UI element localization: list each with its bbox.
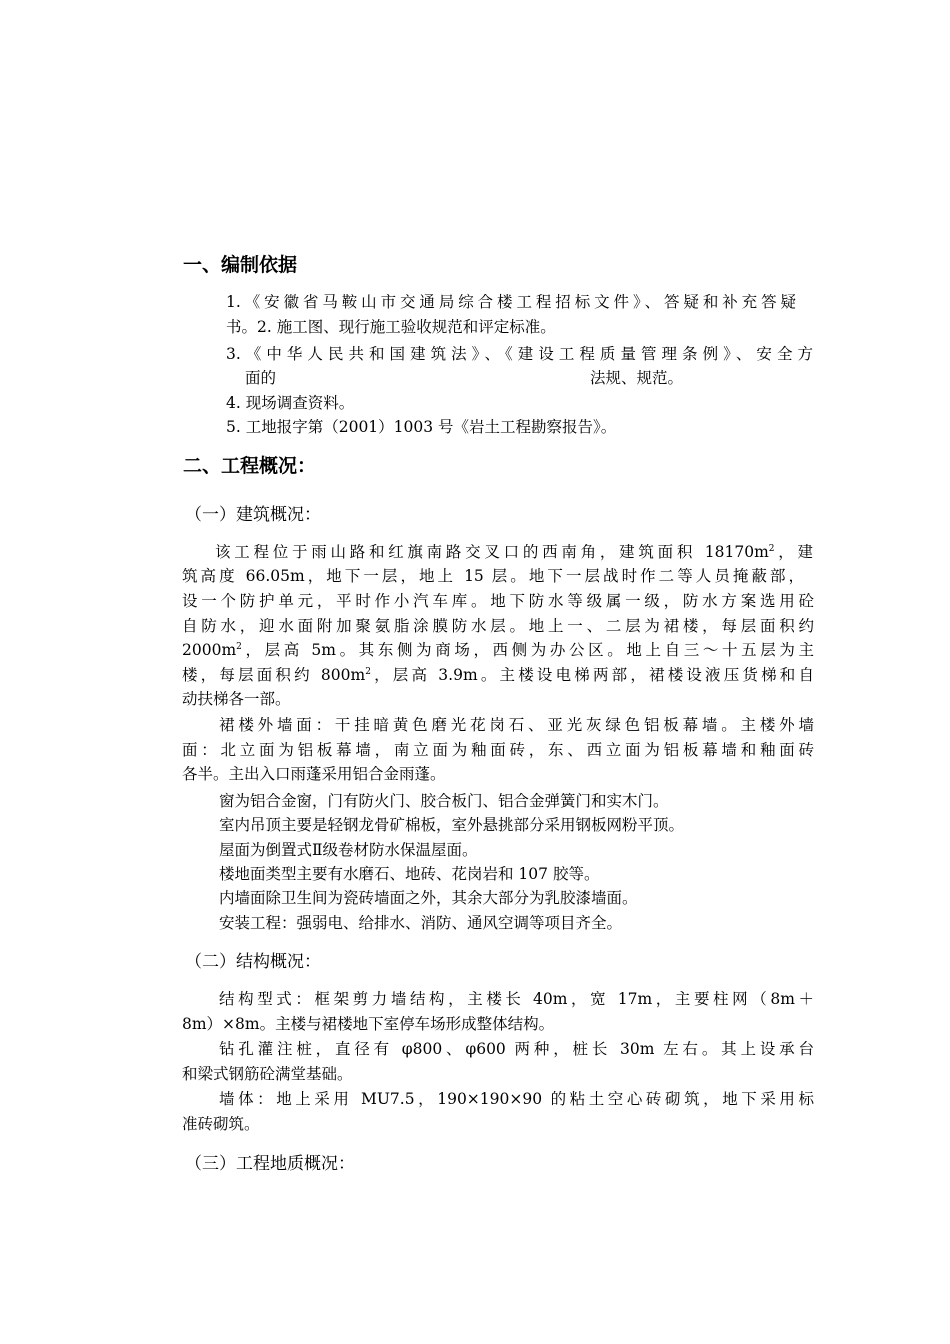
building-paragraph-1-line-4: 自防水，迎水面附加聚氨脂涂膜防水层。地上一、二层为裙楼，每层面积约 xyxy=(182,617,814,635)
building-paragraph-1-line-2: 筑高度 66.05m，地下一层，地上 15 层。地下一层战时作二等人员掩蔽部， xyxy=(182,567,804,585)
basis-item-4: 4. 现场调查资料。 xyxy=(226,394,355,412)
building-paragraph-1-line-6: 楼，每层面积约 $800m^2$，层高 3.9m。主楼设电梯两部，裙楼设液压货梯和自 xyxy=(182,666,814,684)
section-heading-basis: 一、编制依据 xyxy=(183,254,298,276)
building-paragraph-roof: 屋面为倒置式Ⅱ级卷材防水保温屋面。 xyxy=(219,841,478,859)
building-paragraph-2-line-3: 各半。主出入口雨蓬采用铝合金雨蓬。 xyxy=(182,765,446,783)
structure-paragraph-3-line-2: 准砖砌筑。 xyxy=(182,1115,260,1133)
structure-paragraph-2-line-1: 钻孔灌注桩，直径有 φ800、φ600 两种，桩长 30m 左右。其上设承台 xyxy=(219,1040,814,1058)
building-paragraph-1-line-5: $2000m^2$，层高 5m。其东侧为商场，西侧为办公区。地上自三～十五层为主 xyxy=(182,641,814,659)
structure-paragraph-1-line-2: 8m）×8m。主楼与裙楼地下室停车场形成整体结构。 xyxy=(182,1015,555,1033)
building-paragraph-1-line-1: 该工程位于雨山路和红旗南路交叉口的西南角，建筑面积 $18170m^2$，建 xyxy=(215,543,813,561)
basis-item-3-line-1: 3.《中华人民共和国建筑法》、《建设工程质量管理条例》、安全方 xyxy=(226,345,813,363)
subsection-heading-geology: （三）工程地质概况： xyxy=(185,1154,355,1174)
basis-item-1-line-1: 1.《安徽省马鞍山市交通局综合楼工程招标文件》、答疑和补充答疑 xyxy=(226,293,796,311)
building-paragraph-2-line-2: 面：北立面为铝板幕墙，南立面为釉面砖，东、西立面为铝板幕墙和釉面砖 xyxy=(182,741,814,759)
building-paragraph-windows: 窗为铝合金窗，门有防火门、胶合板门、铝合金弹簧门和实木门。 xyxy=(219,792,669,810)
basis-item-3-line-2b: 法规、规范。 xyxy=(590,369,684,387)
building-paragraph-interior-wall: 内墙面除卫生间为瓷砖墙面之外，其余大部分为乳胶漆墙面。 xyxy=(219,889,638,907)
basis-item-1-line-2: 书。2. 施工图、现行施工验收规范和评定标准。 xyxy=(226,318,556,336)
building-paragraph-2-line-1: 裙楼外墙面：干挂暗黄色磨光花岗石、亚光灰绿色铝板幕墙。主楼外墙 xyxy=(219,716,814,734)
building-paragraph-installation: 安装工程：强弱电、给排水、消防、通风空调等项目齐全。 xyxy=(219,914,623,932)
building-paragraph-floor: 楼地面类型主要有水磨石、地砖、花岗岩和 107 胶等。 xyxy=(219,865,600,883)
structure-paragraph-1-line-1: 结构型式：框架剪力墙结构，主楼长 40m，宽 17m，主要柱网（8m＋ xyxy=(219,990,814,1008)
structure-paragraph-3-line-1: 墙体：地上采用 MU7.5，190×190×90 的粘土空心砖砌筑，地下采用标 xyxy=(219,1090,814,1108)
basis-item-3-line-2a: 面的 xyxy=(245,369,277,387)
structure-paragraph-2-line-2: 和梁式钢筋砼满堂基础。 xyxy=(182,1065,353,1083)
subsection-heading-structure: （二）结构概况： xyxy=(185,952,321,972)
basis-item-5: 5. 工地报字第（2001）1003 号《岩土工程勘察报告》。 xyxy=(226,418,617,436)
building-paragraph-1-line-7: 动扶梯各一部。 xyxy=(182,690,291,708)
building-paragraph-1-line-3: 设一个防护单元，平时作小汽车库。地下防水等级属一级，防水方案选用砼 xyxy=(182,592,814,610)
building-paragraph-ceiling: 室内吊顶主要是轻钢龙骨矿棉板，室外悬挑部分采用钢板网粉平顶。 xyxy=(219,816,685,834)
subsection-heading-building: （一）建筑概况： xyxy=(185,505,321,525)
section-heading-overview: 二、工程概况： xyxy=(183,455,317,477)
